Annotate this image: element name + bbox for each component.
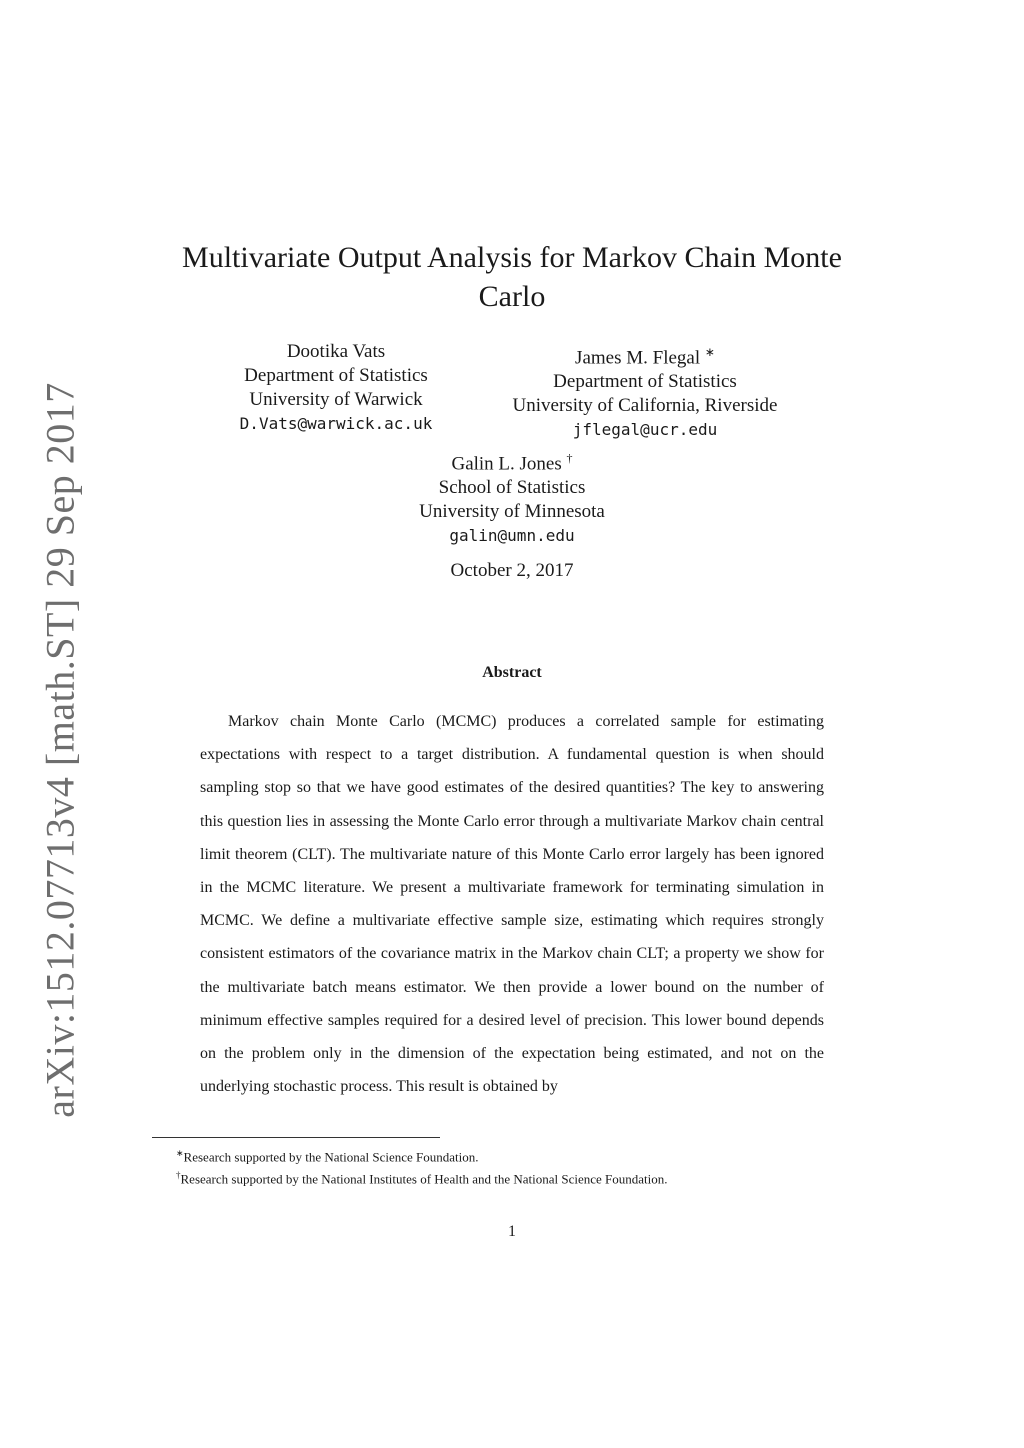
footnote-1: ∗Research supported by the National Science Foundation. [176,1148,479,1165]
paper-title: Multivariate Output Analysis for Markov Chain Monte Carlo [182,241,842,313]
author-name: James M. Flegal ∗ [575,345,715,369]
page-number: 1 [508,1223,516,1240]
author-department: Department of Statistics [244,365,428,386]
author-name: Dootika Vats [286,341,386,362]
footnotes [176,1144,876,1189]
author-block-2 [470,340,820,442]
author-email: D.Vats@warwick.ac.uk [239,414,433,433]
author-email: jflegal@ucr.edu [572,420,718,440]
author-university: University of Warwick [249,389,423,410]
author-email: galin@umn.edu [449,526,575,546]
author-block-1 [186,340,486,436]
author-name: Galin L. Jones † [451,451,573,475]
footnote-mark: † [176,1170,181,1181]
abstract-text: Markov chain Monte Carlo (MCMC) produces a correlated sample for estimating expectations with respect to a target distribution. A fundamental question is when should sampling stop so that we have good estimates of the desired quantities? The key to answering this question lies in assessing the Monte Carlo error through a multivariate Markov chain central limit theorem (CLT). The multivariate nature of this Monte Carlo error largely has been ignored in the MCMC literature. We present a multivariate framework for terminating simulation in MCMC. We define a multivariate effective sample size, estimating which requires strongly consistent estimators of the covariance matrix in the Markov chain CLT; a property we show for the multivariate batch means estimator. We then provide a lower bound on the number of minimum effective samples required for a desired level of precision. This lower bound depends on the problem only in the dimension of the expectation being estimated, and not on the underlying stochastic process. This result is obtained by [200,713,824,1096]
author-block-3 [362,446,662,548]
footnote-mark: ∗ [704,345,715,359]
footnote-mark: ∗ [176,1148,184,1158]
author-department: Department of Statistics [553,371,737,393]
author-university: University of Minnesota [419,501,605,523]
footnote-mark: † [566,451,573,465]
abstract-heading: Abstract [482,664,542,681]
paper-date: October 2, 2017 [450,560,574,581]
footnote-divider [152,1137,440,1138]
footnote-2: †Research supported by the National Institutes of Health and the National Science Foundation. [176,1170,668,1187]
author-university: University of California, Riverside [512,395,778,417]
author-department: School of Statistics [438,477,586,499]
arxiv-stamp: arXiv:1512.07713v4 [math.ST] 29 Sep 2017 [37,382,83,1118]
